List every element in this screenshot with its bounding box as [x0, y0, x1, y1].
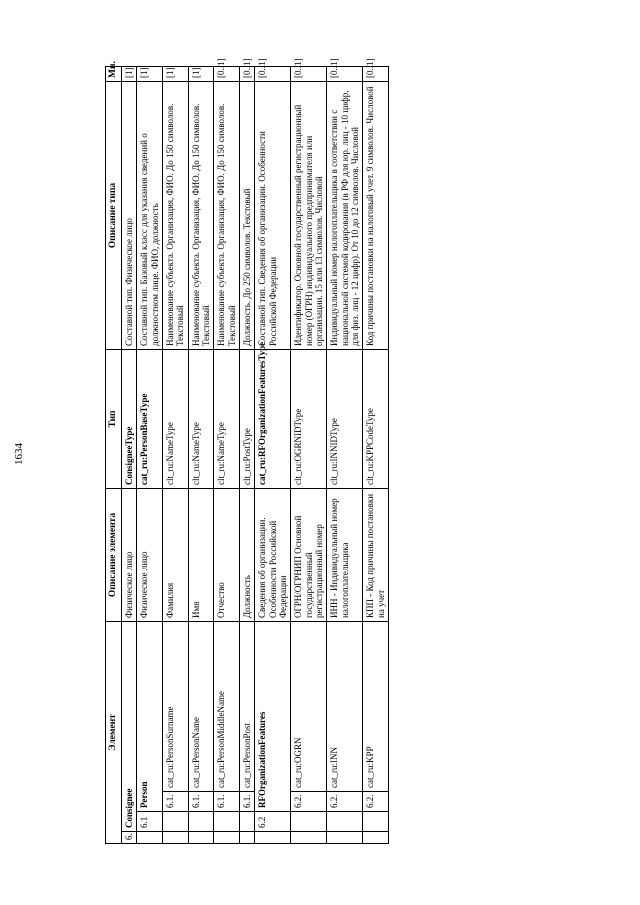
element-description: Сведения об организации. Особенности Российской Федерации [255, 488, 291, 621]
element-type: clt_ru:PostType [240, 349, 255, 488]
element-name: Person [137, 621, 163, 811]
multiplicity: [1] [121, 66, 136, 81]
element-description: КПП - Код причины постановки на учет [363, 488, 389, 621]
type-description: Должность. До 250 символов. Текстовый [240, 81, 255, 349]
indent-cell [162, 812, 188, 832]
table-row [240, 66, 255, 843]
indent-cell [137, 832, 163, 844]
multiplicity: [0..1] [291, 66, 327, 81]
element-type: clt_ru:INNIDType [327, 349, 363, 488]
table-row [214, 66, 240, 843]
element-type: clt_ru:OGRNIDType [291, 349, 327, 488]
table-row [327, 66, 363, 843]
row-number: 6.1 [137, 812, 163, 832]
table-row [291, 66, 327, 843]
element-type: clt_ru:NameType [214, 349, 240, 488]
header-type: Тип [106, 349, 122, 488]
table-row [162, 66, 188, 843]
element-name: cat_ru:PersonPost [240, 621, 255, 791]
type-description: Наименование субъекта. Организация, ФИО. До 150 символов. Текстовый [214, 81, 240, 349]
element-type: cat_ru:PersonBaseType [137, 349, 163, 488]
indent-cell [291, 812, 327, 832]
element-name: cat_ru:KPP [363, 621, 389, 791]
indent-cell [162, 832, 188, 844]
multiplicity: [0..1] [327, 66, 363, 81]
element-name: cat_ru:OGRN [291, 621, 327, 791]
element-description: ИНН - Индивидуальный номер налогоплательщика [327, 488, 363, 621]
element-description: Имя [188, 488, 214, 621]
indent-cell [214, 832, 240, 844]
multiplicity: [0..1] [255, 66, 291, 81]
element-name: cat_ru:PersonName [188, 621, 214, 791]
row-number: 6.1. [162, 792, 188, 812]
element-name: Consignee [121, 621, 136, 831]
type-description: Идентификатор. Основной государственный регистрационный номер (ОГРН) индивидуального предпринимателя или организации. 15 или 13 символов. Числовой [291, 81, 327, 349]
row-number: 6.2. [291, 792, 327, 812]
row-number: 6.2 [255, 812, 291, 832]
indent-cell [291, 832, 327, 844]
table-row [363, 66, 389, 843]
type-description: Составной тип. Физическое лицо [121, 81, 136, 349]
header-element-description: Описание элемента [106, 488, 122, 621]
row-number: 6.1. [240, 792, 255, 812]
multiplicity: [0..1] [240, 66, 255, 81]
table-row [121, 66, 136, 843]
element-type: clt_ru:KPPCodeType [363, 349, 389, 488]
element-type: clt_ru:NameType [162, 349, 188, 488]
indent-cell [363, 832, 389, 844]
indent-cell [240, 812, 255, 832]
row-number: 6.2. [327, 792, 363, 812]
multiplicity: [0..1] [214, 66, 240, 81]
multiplicity: [1] [188, 66, 214, 81]
indent-cell [240, 832, 255, 844]
indent-cell [255, 832, 291, 844]
indent-cell [188, 812, 214, 832]
header-row [106, 66, 122, 843]
indent-cell [327, 832, 363, 844]
element-name: cat_ru:INN [327, 621, 363, 791]
type-description: Составной тип. Базовый класс для указания сведений о должностном лице. ФИО, должность [137, 81, 163, 349]
indent-cell [188, 832, 214, 844]
rotated-table-container [105, 58, 586, 844]
element-name: cat_ru:PersonMiddleName [214, 621, 240, 791]
element-description: Физическое лицо [137, 488, 163, 621]
row-number: 6.1. [214, 792, 240, 812]
page-number: 1634 [13, 443, 25, 465]
multiplicity: [1] [137, 66, 163, 81]
header-element: Элемент [106, 621, 122, 843]
row-number: 6. [121, 832, 136, 844]
element-description: Должность [240, 488, 255, 621]
multiplicity: [0..1] [363, 66, 389, 81]
row-number: 6.2. [363, 792, 389, 812]
element-description: Отчество [214, 488, 240, 621]
spec-table [105, 58, 389, 844]
element-name: cat_ru:PersonSurname [162, 621, 188, 791]
header-type-description: Описание типа [106, 81, 122, 349]
type-description: Наименование субъекта. Организация, ФИО. До 150 символов. Текстовый [162, 81, 188, 349]
table-row [188, 66, 214, 843]
element-type: ConsigneeType [121, 349, 136, 488]
row-number: 6.1. [188, 792, 214, 812]
type-description: Составной тип. Сведения об организации. Особенности Российской Федерации [255, 81, 291, 349]
header-multiplicity: Мн. [106, 66, 122, 81]
element-description: Фамилия [162, 488, 188, 621]
table-row [137, 66, 163, 843]
indent-cell [327, 812, 363, 832]
indent-cell [214, 812, 240, 832]
type-description: Индивидуальный номер налогоплательщика в соответствии с национальной системой кодирования (в РФ для юр. лиц - 10 цифр, для физ. лиц - 12 цифр). От 10 до 12 символов. Числовой [327, 81, 363, 349]
type-description: Наименование субъекта. Организация, ФИО. До 150 символов. Текстовый [188, 81, 214, 349]
element-type: cat_ru:RFOrganizationFeaturesType [255, 349, 291, 488]
element-type: clt_ru:NameType [188, 349, 214, 488]
indent-cell [363, 812, 389, 832]
table-row [255, 66, 291, 843]
element-description: Физическое лицо [121, 488, 136, 621]
element-description: ОГРН/ОГРНИП Основной государственный регистрационный номер [291, 488, 327, 621]
element-name: RFOrganizationFeatures [255, 621, 291, 811]
type-description: Код причины постановки на налоговый учет. 9 символов. Числовой [363, 81, 389, 349]
multiplicity: [1] [162, 66, 188, 81]
